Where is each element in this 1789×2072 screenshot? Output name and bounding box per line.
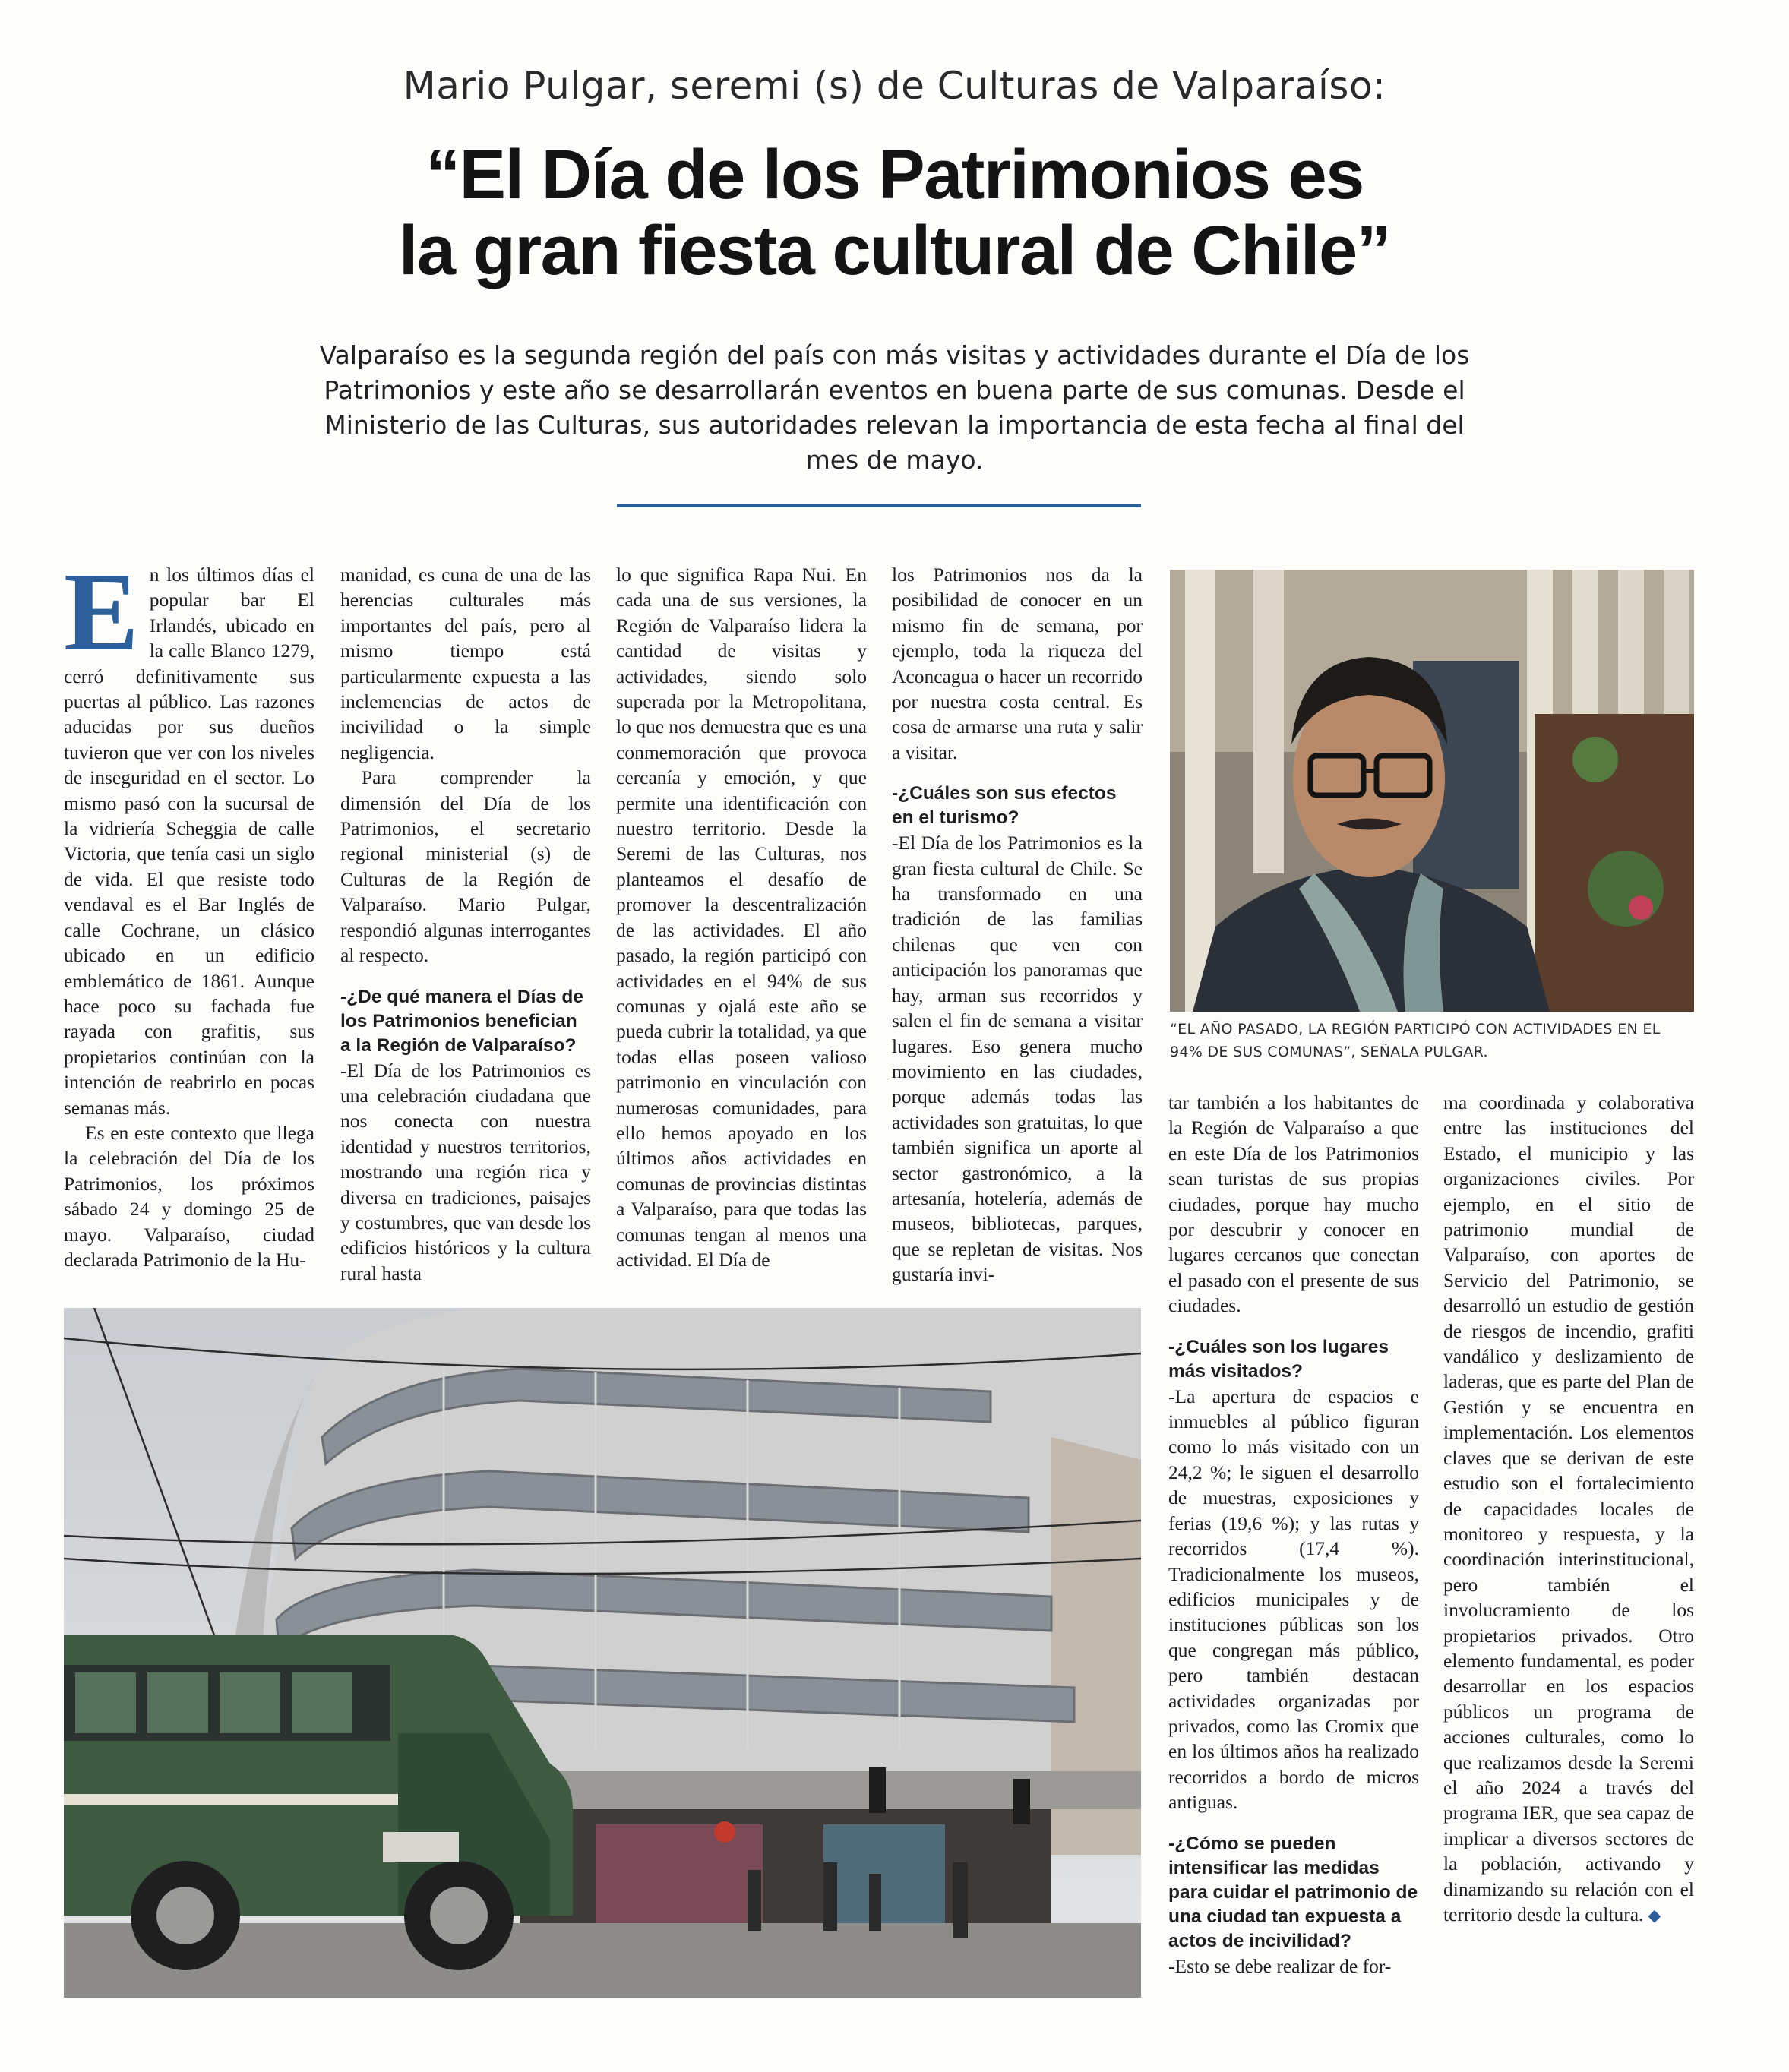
building-photo bbox=[64, 1308, 1141, 1998]
answer-3: -La apertura de espacios e inmuebles al público figuran como lo más visitado con un 24,2 %; le siguen el desarrollo de muestras, exposiciones y ferias (19,6 %); y las rutas y recorridos (17,4 %). Tradicionalmente los museos, edificios municipales y de instituciones públicas son los que congregan más público, pero también destacan actividades organizadas por privados, como las Cromix que en los últimos años ha realizado recorridos a bordo de micros antiguas. bbox=[1168, 1385, 1419, 1814]
body-paragraph-1: n los últimos días el popular bar El Irlandés, ubicado en la calle Blanco 1279, cerró definitivamente sus puertas al público. Las razones aducidas por sus dueños tuvieron que ver con los niveles de inseguridad en el sector. Lo mismo pasó con la sucursal de la vidriería Scheggia de calle Victoria, que tenía casi un siglo de vida. El que resiste todo vendaval es el Bar Inglés de calle Cochrane, un clásico ubicado en un edificio emblemático de 1861. Aunque hace poco su fachada fue rayada con grafitis, sus propietarios continúan con la intención de reabrirlo en pocas semanas más. bbox=[64, 564, 314, 1119]
answer-1-continued: lo que significa Rapa Nui. En cada una de sus versiones, la Región de Valparaíso lidera la cantidad de visitas y actividades, siendo solo superada por la Metropolitana, lo que nos demuestra que es una conmemoración que provoca cercanía y emoción, y que permite una identificación con nuestro territorio. Desde la Seremi de las Culturas, nos planteamos el desafío de promover la descentralización de las actividades. El año pasado, la región participó con actividades en el 94% de sus comunas y ojalá este año se pueda cubrir la totalidad, ya que todas ellas poseen valioso patrimonio en vinculación con numerosas comunidades, para ello hemos apoyado en los últimos años actividades en comunas de provincias distintas a Valparaíso, para que todas las comunas tengan al menos una actividad. El Día de bbox=[616, 564, 867, 1271]
photo-caption: “EL AÑO PASADO, LA REGIÓN PARTICIPÓ CON ACTIVIDADES EN EL 94% DE SUS COMUNAS”, SEÑALA PULGAR. bbox=[1170, 1021, 1661, 1060]
headline bbox=[152, 137, 1637, 289]
body-paragraph-2-continued: manidad, es cuna de una de las herencias culturales más importantes del país, pero al mismo tiempo está particularmente expuesta a las inclemencias de actos de incivilidad o la simple negligencia. bbox=[340, 564, 591, 763]
answer-4-continued bbox=[1443, 1090, 1694, 1928]
answer-1: -El Día de los Patrimonios es una celebración ciudadana que nos conecta con nuestra identidad y nuestros territorios, mostrando una región rica y diversa en tradiciones, paisajes y costumbres, que van desde los edificios históricos y la cultura rural hasta bbox=[340, 1059, 591, 1284]
answer-1-end: los Patrimonios nos da la posibilidad de conocer en un mismo fin de semana, por ejemplo, toda la riqueza del Aconcagua o hacer un recorrido por nuestra costa central. Es cosa de armarse una ruta y salir a visitar. bbox=[892, 564, 1143, 763]
lead-paragraph: Valparaíso es la segunda región del país con más visitas y actividades durante el Día de los Patrimonios y este año se desarrollarán eventos en buena parte de sus comunas. Desde el Ministerio de las Culturas, sus autoridades relevan la importancia de esta fecha al final del mes de mayo. bbox=[319, 340, 1470, 475]
column-4 bbox=[892, 562, 1143, 1287]
column-5 bbox=[1168, 1090, 1419, 1979]
answer-4-text: ma coordinada y colaborativa entre las instituciones del Estado, el municipio y las organizaciones civiles. Por ejemplo, en el sitio de patrimonio mundial de Valparaíso, con aportes de Servicio del Patrimonio, se desarrolló un estudio de gestión de riesgos de incendio, grafiti vandálico y deslizamiento de laderas, que es parte del Plan de Gestión y se encuentra en implementación. Los elementos claves que se derivan de este estudio son el fortalecimiento de capacidades locales de monitoreo y respuesta, y la coordinación interinstitucional, pero también el involucramiento de los propietarios privados. Otro elemento fundamental, es poder desarrollar en los espacios públicos un programa de acciones culturales, como lo que realizamos desde la Seremi el año 2024 a través del programa IER, que sea capaz de implicar a diversos sectores de la población, activando y dinamizando su relación con el territorio desde la cultura. bbox=[1443, 1091, 1694, 1925]
question-3: -¿Cuáles son los lugares más visitados? bbox=[1168, 1336, 1389, 1382]
drop-cap: E bbox=[64, 550, 139, 674]
body-paragraph-3: Para comprender la dimensión del Día de los Patrimonios, el secretario regional ministerial (s) de Culturas de la Región de Valparaíso. Mario Pulgar, respondió algunas interrogantes al respecto. bbox=[340, 766, 591, 967]
body-paragraph-2: Es en este contexto que llega la celebración del Día de los Patrimonios, los próximos sábado 24 y domingo 25 de mayo. Valparaíso, ciudad declarada Patrimonio de la Hu- bbox=[64, 1121, 314, 1271]
answer-2-continued: tar también a los habitantes de la Región de Valparaíso a que en este Día de los Patrimonios sean turistas de sus propias ciudades, porque hay mucho por descubrir y conocer en lugares cercanos que conectan el pasado con el presente de sus ciudades. bbox=[1168, 1091, 1419, 1317]
column-3 bbox=[616, 562, 867, 1272]
diamond-icon: ◆ bbox=[1648, 1906, 1661, 1925]
divider-rule bbox=[617, 504, 1141, 507]
kicker: Mario Pulgar, seremi (s) de Culturas de Valparaíso: bbox=[403, 64, 1386, 108]
headline-line-1: “El Día de los Patrimonios es bbox=[425, 136, 1364, 213]
question-2: -¿Cuáles son sus efectos en el turismo? bbox=[892, 783, 1117, 829]
question-4: -¿Cómo se pueden intensificar las medidas para cuidar el patrimonio de una ciudad tan expuesta a actos de incivilidad? bbox=[1168, 1833, 1418, 1951]
headline-line-2: la gran fiesta cultural de Chile” bbox=[398, 212, 1391, 289]
column-2 bbox=[340, 562, 591, 1286]
portrait-photo bbox=[1170, 570, 1694, 1012]
answer-2: -El Día de los Patrimonios es la gran fiesta cultural de Chile. Se ha transformado en una tradición de las familias chilenas que ven con anticipación los panoramas que hay, arman sus recorridos y salen el fin de semana a visitar lugares. Eso genera mucho movimiento en las ciudades, porque además todas las actividades son gratuitas, lo que también significa un aporte al sector gastronómico, a la artesanía, hotelería, además de museos, bibliotecas, parques, que se repletan de visitas. Nos gustaría invi- bbox=[892, 832, 1143, 1286]
column-1 bbox=[64, 550, 314, 1272]
question-1: -¿De qué manera el Días de los Patrimonios benefician a la Región de Valparaíso? bbox=[340, 986, 583, 1056]
column-6 bbox=[1443, 1090, 1694, 1928]
answer-4: -Esto se debe realizar de for- bbox=[1168, 1954, 1392, 1977]
